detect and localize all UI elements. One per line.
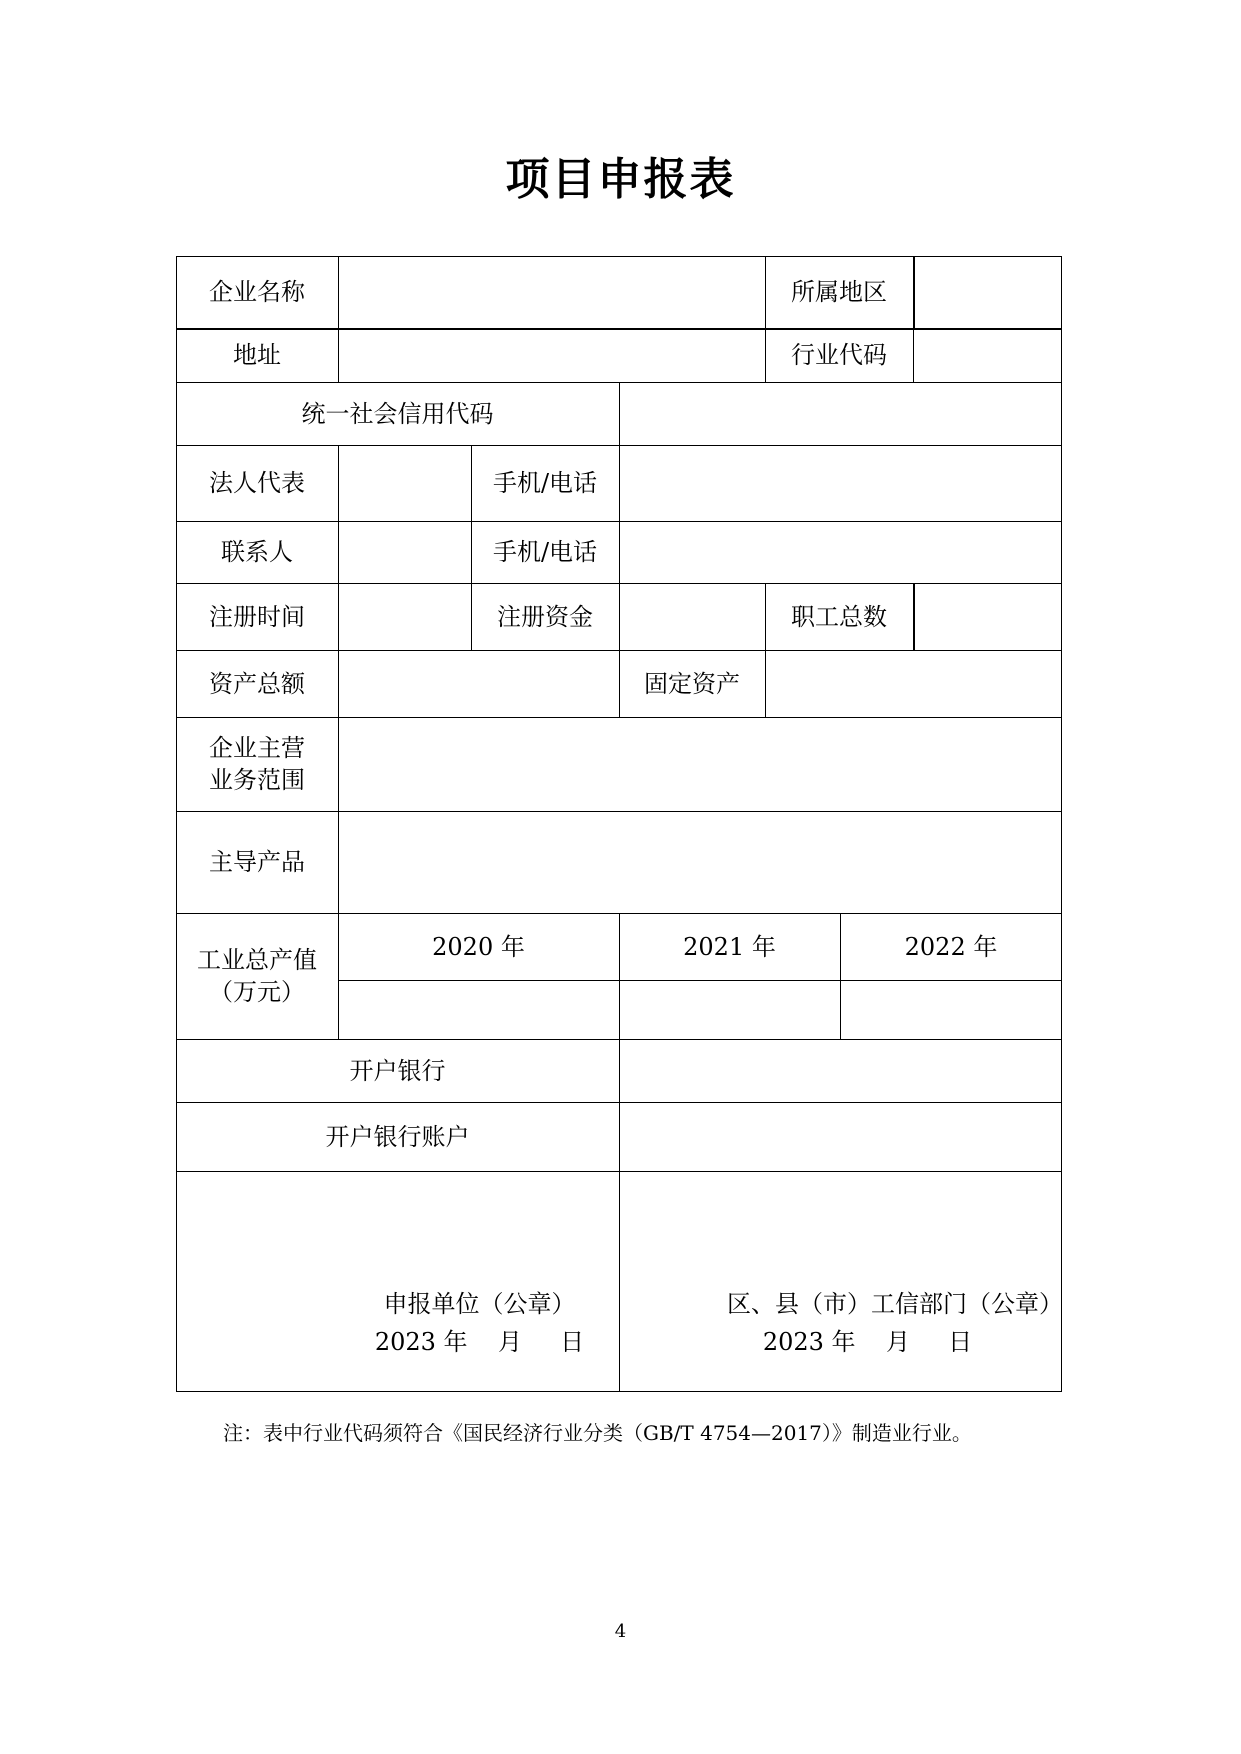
address-field[interactable] [339, 330, 764, 381]
contact-label: 联系人 [221, 538, 293, 566]
year-2020-header: 2020 年 [432, 932, 525, 961]
total-assets-label: 资产总额 [209, 669, 305, 698]
legal-rep-field[interactable] [339, 446, 470, 520]
bank-account-field[interactable] [620, 1103, 1061, 1170]
contact-phone-label: 手机/电话 [492, 538, 598, 566]
contact-phone-field[interactable] [620, 522, 1061, 582]
reg-capital-label: 注册资金 [497, 602, 593, 631]
contact-field[interactable] [339, 522, 470, 582]
legal-rep-label: 法人代表 [209, 469, 305, 497]
industry-code-field[interactable] [914, 330, 1061, 381]
dept-seal-block [727, 1285, 1063, 1361]
employees-label: 职工总数 [791, 602, 887, 631]
bank-label: 开户银行 [349, 1056, 446, 1085]
region-label: 所属地区 [791, 278, 887, 306]
year-2021-header: 2021 年 [683, 932, 776, 961]
year-2022-header: 2022 年 [904, 932, 998, 961]
footnote: 注：表中行业代码须符合《国民经济行业分类（GB/T 4754—2017）》制造业行业。 [223, 1421, 972, 1445]
reg-time-label: 注册时间 [209, 602, 305, 631]
dept-date: 2023 年 月 日 [762, 1328, 973, 1356]
output-2021-field[interactable] [620, 982, 839, 1038]
dept-seal-label: 区、县（市）工信部门（公章） [727, 1290, 1063, 1318]
output-2022-field[interactable] [841, 982, 1061, 1038]
main-products-field[interactable] [339, 812, 1061, 912]
fixed-assets-field[interactable] [766, 651, 1061, 716]
industry-code-label: 行业代码 [791, 341, 887, 369]
business-scope-label-line1: 企业主营 [209, 734, 305, 762]
company-name-field[interactable] [339, 257, 764, 327]
legal-rep-phone-field[interactable] [620, 446, 1061, 520]
company-name-label: 企业名称 [209, 278, 305, 306]
page-number: 4 [614, 1621, 627, 1642]
bank-account-label: 开户银行账户 [325, 1122, 470, 1151]
output-value-label-line2: （万元） [209, 978, 305, 1006]
total-assets-field[interactable] [339, 651, 618, 716]
bank-field[interactable] [620, 1040, 1061, 1101]
business-scope-label-line2: 业务范围 [209, 766, 305, 794]
employees-field[interactable] [915, 584, 1061, 649]
fixed-assets-label: 固定资产 [644, 669, 740, 698]
output-value-label [176, 913, 338, 1039]
legal-rep-phone-label: 手机/电话 [492, 469, 598, 497]
business-scope-label [176, 717, 338, 811]
address-label: 地址 [233, 341, 281, 369]
applicant-seal-label: 申报单位（公章） [383, 1290, 576, 1318]
output-value-label-line1: 工业总产值 [197, 946, 317, 974]
output-2020-field[interactable] [339, 982, 618, 1038]
applicant-seal-block [340, 1285, 619, 1361]
applicant-date: 2023 年 月 日 [374, 1328, 585, 1356]
page-title: 项目申报表 [505, 154, 736, 205]
credit-code-field[interactable] [620, 383, 1061, 444]
credit-code-label: 统一社会信用代码 [301, 399, 494, 428]
reg-capital-field[interactable] [620, 584, 764, 649]
main-products-label: 主导产品 [209, 848, 305, 876]
business-scope-field[interactable] [339, 718, 1061, 810]
reg-time-field[interactable] [339, 584, 470, 649]
region-field[interactable] [915, 257, 1061, 327]
